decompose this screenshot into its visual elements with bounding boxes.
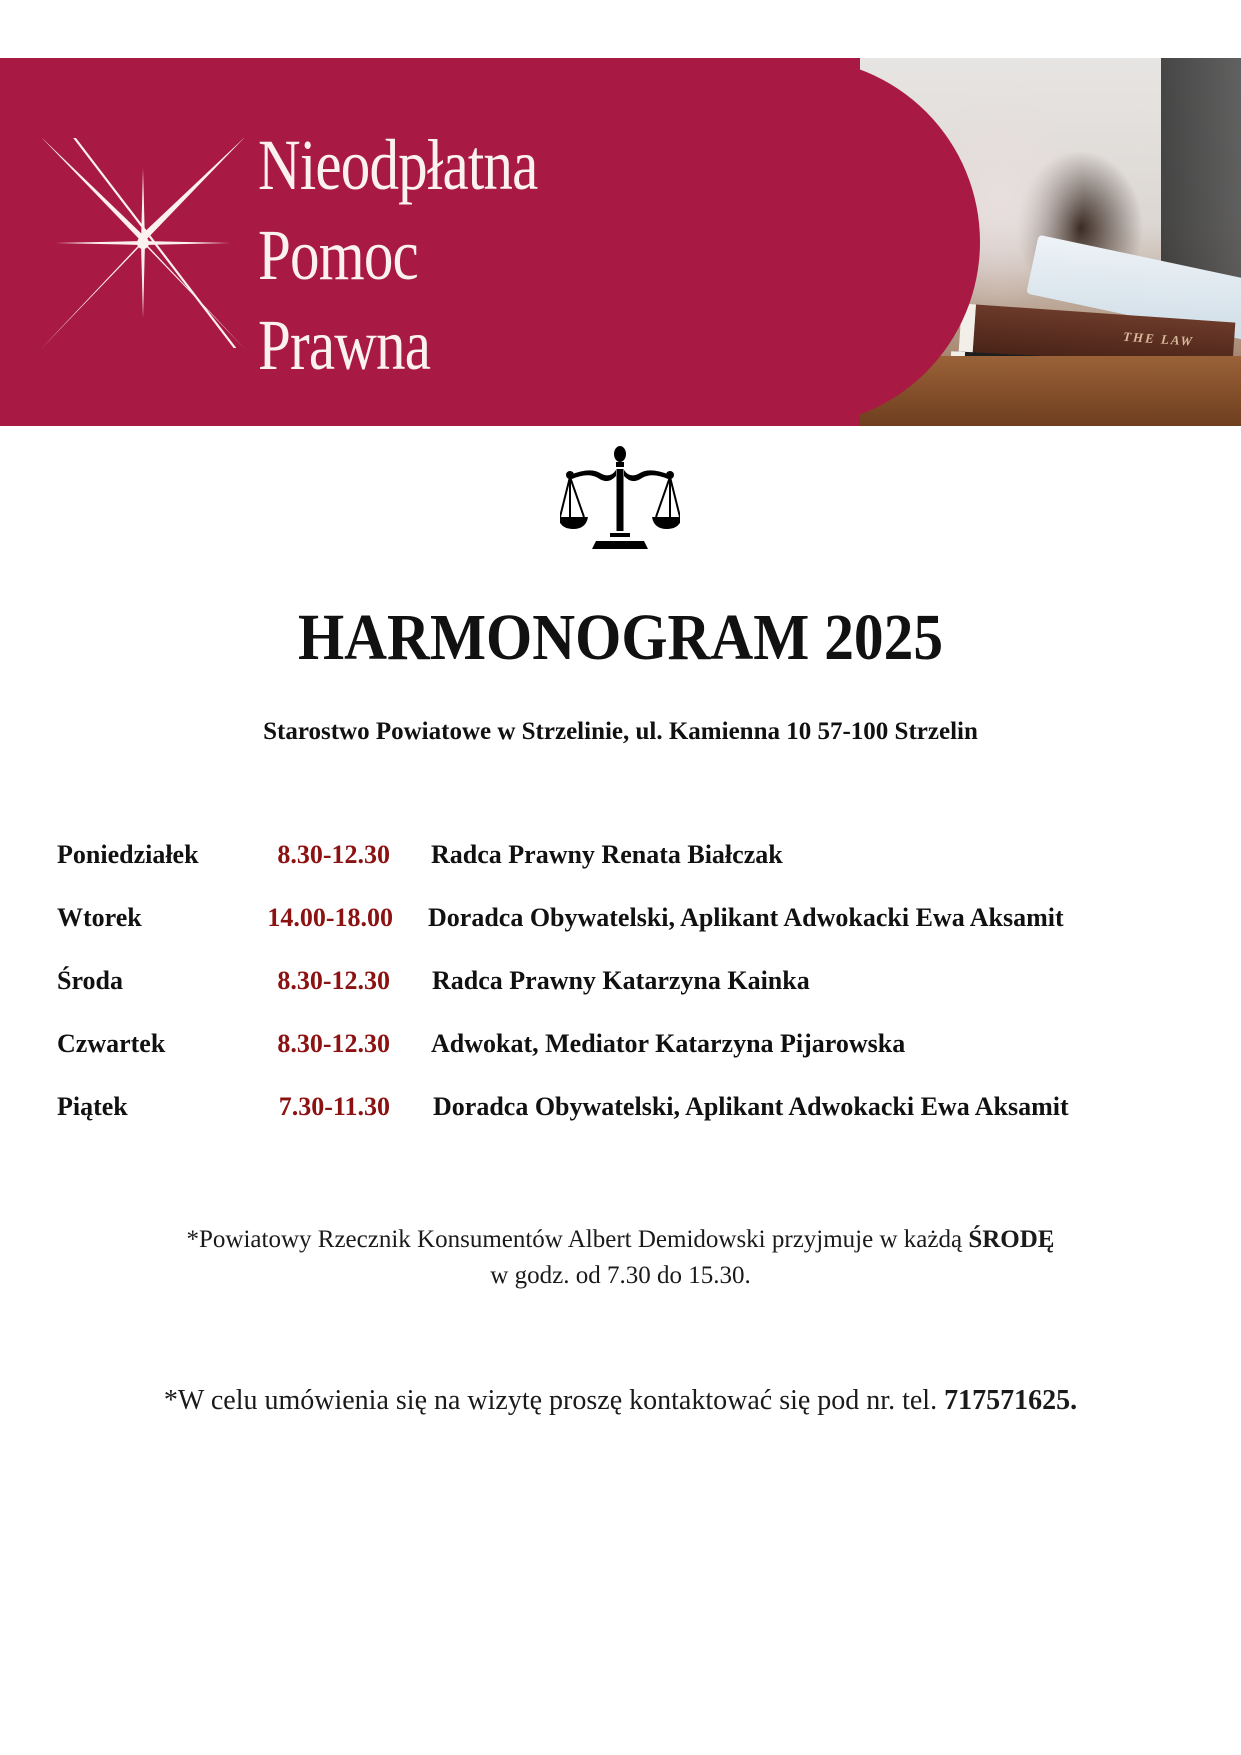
day-label: Środa [57,966,123,995]
schedule-table [57,840,1207,1155]
consumer-note-day: ŚRODĘ [968,1226,1055,1253]
banner-title [258,120,538,390]
banner-title-line-1: Nieodpłatna [258,125,538,205]
hours: 8.30-12.30 [277,966,390,995]
schedule-row-thursday [57,1029,1207,1092]
consumer-ombudsman-note [0,1222,1241,1294]
schedule-row-tuesday [57,903,1207,966]
book-label: THE LAW [1122,328,1195,349]
contact-note [0,1385,1241,1417]
schedule-row-monday [57,840,1207,903]
day-label: Poniedziałek [57,840,199,869]
hours: 8.30-12.30 [277,840,390,869]
contact-note-text: *W celu umówienia się na wizytę proszę kontaktować się pod nr. tel. [163,1385,945,1416]
hours: 14.00-18.00 [267,903,393,932]
office-address: Starostwo Powiatowe w Strzelinie, ul. Kamienna 10 57-100 Strzelin [263,718,978,745]
day-label: Wtorek [57,903,142,932]
advisor: Radca Prawny Renata Białczak [431,840,783,869]
sparkle-star-icon [38,138,248,348]
header-banner [0,58,1241,426]
banner-title-line-2: Pomoc [258,215,418,295]
schedule-row-wednesday [57,966,1207,1029]
consumer-note-hours: w godz. od 7.30 do 15.30. [490,1262,751,1289]
hours: 8.30-12.30 [277,1029,390,1058]
advisor: Adwokat, Mediator Katarzyna Pijarowska [431,1029,906,1058]
contact-phone: 717571625. [944,1385,1078,1416]
page-title: HARMONOGRAM 2025 [297,601,944,674]
advisor: Doradca Obywatelski, Aplikant Adwokacki Ewa Aksamit [428,903,1064,932]
hours: 7.30-11.30 [278,1092,390,1121]
advisor: Doradca Obywatelski, Aplikant Adwokacki Ewa Aksamit [433,1092,1069,1121]
photo-background-figure [1161,58,1241,298]
schedule-row-friday [57,1092,1207,1155]
scales-of-justice-icon [560,445,680,550]
day-label: Piątek [57,1092,128,1121]
consumer-note-text: *Powiatowy Rzecznik Konsumentów Albert Demidowski przyjmuje w każdą [186,1226,969,1253]
banner-title-line-3: Prawna [258,305,431,385]
day-label: Czwartek [57,1029,166,1058]
advisor: Radca Prawny Katarzyna Kainka [432,966,810,995]
